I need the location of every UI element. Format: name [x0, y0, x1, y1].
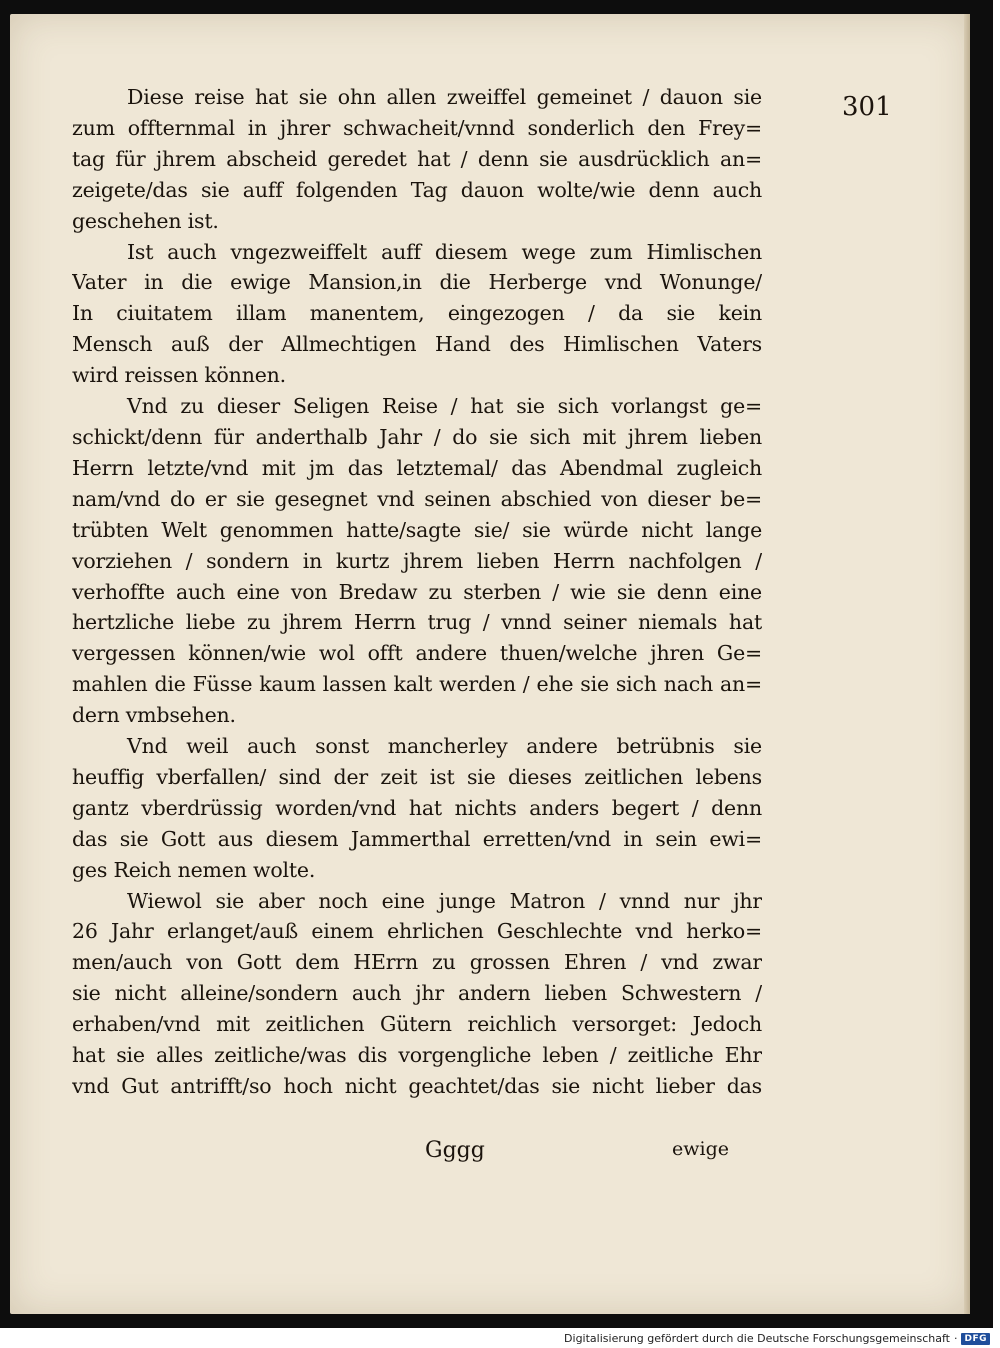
text-line: Vnd weil auch sonst mancherley andere betrübnis sie — [127, 734, 762, 759]
text-line: vnd Gut antrifft/so hoch nicht geachtet/das sie nicht lieber das — [72, 1074, 762, 1098]
text-line: tag für jhrem abscheid geredet hat / denn sie ausdrücklich an= — [72, 146, 762, 171]
text-line: hertzliche liebe zu jhrem Herrn trug / vnnd seiner niemals hat — [72, 610, 762, 635]
text-line: dern vmbsehen. — [72, 703, 236, 728]
text-line: In ciuitatem illam manentem, eingezogen / da sie kein — [72, 301, 762, 326]
paragraph — [72, 391, 762, 731]
text-line: vergessen können/wie wol offt andere thuen/welche jhren Ge= — [72, 641, 762, 666]
text-line: Herrn letzte/vnd mit jm das letztemal/ das Abendmal zugleich — [72, 455, 762, 480]
funding-notice: Digitalisierung gefördert durch die Deutsche Forschungsgemeinschaft — [564, 1332, 950, 1345]
text-line: vorziehen / sondern in kurtz jhrem lieben Herrn nachfolgen / — [72, 548, 762, 573]
paragraph — [72, 82, 762, 237]
text-line: Mensch auß der Allmechtigen Hand des Himlischen Vaters — [72, 332, 762, 357]
text-line: men/auch von Gott dem HErrn zu grossen Ehren / vnd zwar — [72, 950, 762, 975]
text-line: hat sie alles zeitliche/was dis vorgengliche leben / zeitliche Ehr — [72, 1043, 762, 1068]
text-line: das sie Gott aus diesem Jammerthal erretten/vnd in sein ewi= — [72, 826, 762, 851]
page-number: 301 — [842, 92, 892, 122]
text-line: sie nicht alleine/sondern auch jhr andern lieben Schwestern / — [72, 981, 762, 1006]
paragraph — [72, 886, 762, 1102]
text-line: Vater in die ewige Mansion,in die Herberge vnd Wonunge/ — [72, 270, 762, 295]
text-line: heuffig vberfallen/ sind der zeit ist sie dieses zeitlichen lebens — [72, 764, 762, 789]
text-line: ges Reich nemen wolte. — [72, 857, 316, 882]
dfg-logo-icon: DFG — [961, 1333, 990, 1345]
paragraph — [72, 237, 762, 392]
separator: · — [953, 1332, 958, 1345]
text-line: 26 Jahr erlanget/auß einem ehrlichen Geschlechte vnd herko= — [72, 919, 762, 944]
text-line: Wiewol sie aber noch eine junge Matron / vnnd nur jhr — [127, 888, 762, 913]
funding-footer — [564, 1332, 990, 1345]
text-line: zeigete/das sie auff folgenden Tag dauon wolte/wie denn auch — [72, 177, 762, 202]
text-line: trübten Welt genommen hatte/sagte sie/ sie würde nicht lange — [72, 517, 762, 542]
book-page — [10, 14, 970, 1314]
paragraph — [72, 731, 762, 886]
text-line: geschehen ist. — [72, 208, 219, 233]
text-line: zum offternmal in jhrer schwacheit/vnnd sonderlich den Frey= — [72, 115, 762, 140]
text-line: gantz vberdrüssig worden/vnd hat nichts anders begert / denn — [72, 795, 762, 820]
body-text — [72, 82, 762, 1102]
text-line: erhaben/vnd mit zeitlichen Gütern reichlich versorget: Jedoch — [72, 1012, 762, 1037]
text-line: verhoffte auch eine von Bredaw zu sterben / wie sie denn eine — [72, 579, 762, 604]
catchword: ewige — [672, 1138, 729, 1160]
text-line: Ist auch vngezweiffelt auff diesem wege zum Himlischen — [127, 239, 762, 264]
page-edge — [964, 14, 970, 1314]
text-line: mahlen die Füsse kaum lassen kalt werden / ehe sie sich nach an= — [72, 672, 762, 697]
text-line: Vnd zu dieser Seligen Reise / hat sie sich vorlangst ge= — [127, 394, 762, 419]
text-line: wird reissen können. — [72, 363, 286, 388]
signature-mark: Gggg — [425, 1138, 485, 1163]
text-line: nam/vnd do er sie gesegnet vnd seinen abschied von dieser be= — [72, 486, 762, 511]
text-line: schickt/denn für anderthalb Jahr / do sie sich mit jhrem lieben — [72, 424, 762, 449]
text-line: Diese reise hat sie ohn allen zweiffel gemeinet / dauon sie — [127, 85, 762, 109]
